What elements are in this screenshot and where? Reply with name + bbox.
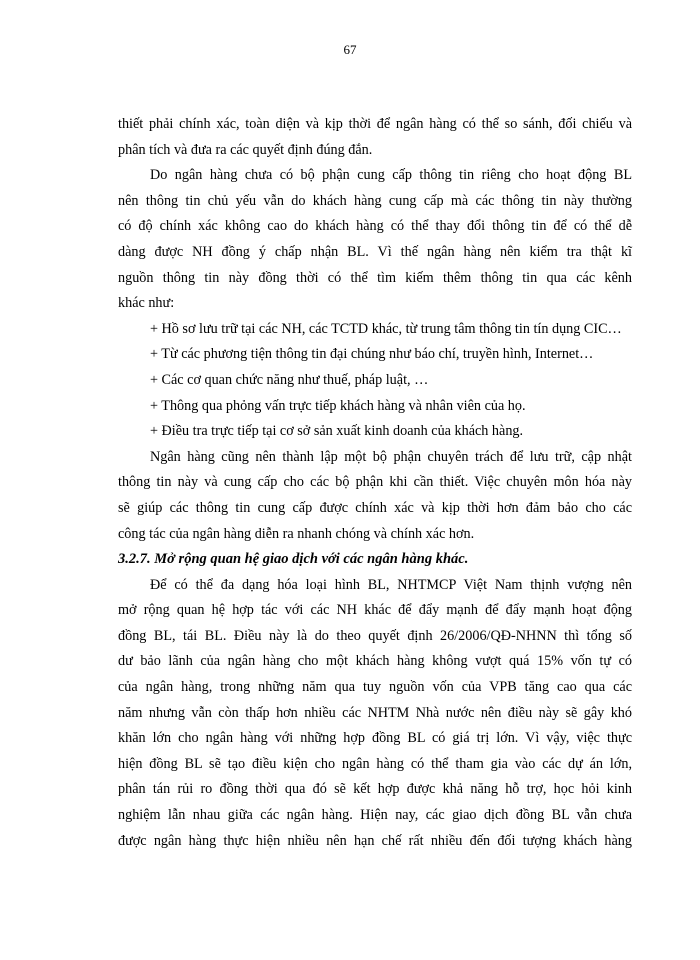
body-text <box>118 112 632 854</box>
para2-line: dàng được NH đồng ý chấp nhận BL. Vì thế ngân hàng nên kiểm tra thật kĩ <box>118 243 632 260</box>
para4-line: mở rộng quan hệ hợp tác với các NH khác để đẩy mạnh để đẩy mạnh hoạt động <box>118 602 632 619</box>
list-item: + Thông qua phỏng vấn trực tiếp khách hàng và nhân viên của họ. <box>150 397 526 414</box>
para2-line: nên thông tin chủ yếu vẫn do khách hàng cung cấp mà các thông tin này thường <box>118 192 632 209</box>
para4-line: năm nhưng vẫn còn thấp hơn nhiều các NHTM Nhà nước nên điều này sẽ gây khó <box>118 704 632 721</box>
para1-line: thiết phải chính xác, toàn diện và kịp thời để ngân hàng có thể so sánh, đối chiếu và <box>118 116 632 132</box>
para2-line: nguồn thông tin này đồng thời có thể tìm kiếm thêm thông tin qua các kênh <box>118 269 632 286</box>
list-item: + Các cơ quan chức năng như thuế, pháp luật, … <box>150 371 429 388</box>
para4-line: dư bảo lãnh của ngân hàng cho một khách hàng không vượt quá 15% vốn tự có <box>118 653 632 670</box>
para1-line: phân tích và đưa ra các quyết định đúng đắn. <box>118 141 373 158</box>
section-heading: 3.2.7. Mở rộng quan hệ giao dịch với các ngân hàng khác. <box>118 551 469 568</box>
para4-line: khăn lớn cho ngân hàng với những hợp đồng BL có giá trị lớn. Vì vậy, việc thực <box>118 730 632 747</box>
para4-line: nghiệm lẫn nhau giữa các ngân hàng. Hiện nay, các giao dịch đồng BL vẫn chưa <box>118 807 632 824</box>
page-number: 67 <box>343 42 357 57</box>
para4-line: hiện đồng BL sẽ tạo điều kiện cho ngân hàng có thể tham gia vào các dự án lớn, <box>118 755 632 772</box>
para2-line: có độ chính xác không cao do khách hàng có thể thay đổi thông tin để có thể dễ <box>118 218 632 235</box>
para3-line: công tác của ngân hàng diễn ra nhanh chóng và chính xác hơn. <box>118 525 475 542</box>
para4-line: Để có thể đa dạng hóa loại hình BL, NHTMCP Việt Nam thịnh vượng nên <box>150 576 632 593</box>
para3-line: thông tin này và cung cấp cho các bộ phận khi cần thiết. Việc chuyên môn hóa này <box>118 474 632 491</box>
para3-line: Ngân hàng cũng nên thành lập một bộ phận chuyên trách để lưu trữ, cập nhật <box>150 448 632 465</box>
list-item: + Từ các phương tiện thông tin đại chúng như báo chí, truyền hình, Internet… <box>150 346 594 363</box>
para4-line: phân tán rủi ro đồng thời qua đó sẽ kết hợp được khả năng hỗ trợ, học hỏi kinh <box>118 781 632 798</box>
para4-line: được ngân hàng thực hiện nhiều nên hạn chế rất nhiều đến đối tượng khách hàng <box>118 832 632 849</box>
para2-line: Do ngân hàng chưa có bộ phận cung cấp thông tin riêng cho hoạt động BL <box>150 167 632 184</box>
para2-line: khác như: <box>118 295 175 312</box>
para4-line: của ngân hàng, trong những năm qua tuy nguồn vốn của VPB tăng cao qua các <box>118 679 632 696</box>
list-item: + Hồ sơ lưu trữ tại các NH, các TCTD khác, từ trung tâm thông tin tín dụng CIC… <box>150 320 622 337</box>
list-item: + Điều tra trực tiếp tại cơ sở sản xuất kinh doanh của khách hàng. <box>150 423 524 440</box>
para4-line: đồng BL, tái BL. Điều này là do theo quyết định 26/2006/QĐ-NHNN thì tổng số <box>118 627 632 644</box>
para3-line: sẽ giúp các thông tin cung cấp được chính xác và kịp thời hơn đảm bảo cho các <box>118 499 632 516</box>
